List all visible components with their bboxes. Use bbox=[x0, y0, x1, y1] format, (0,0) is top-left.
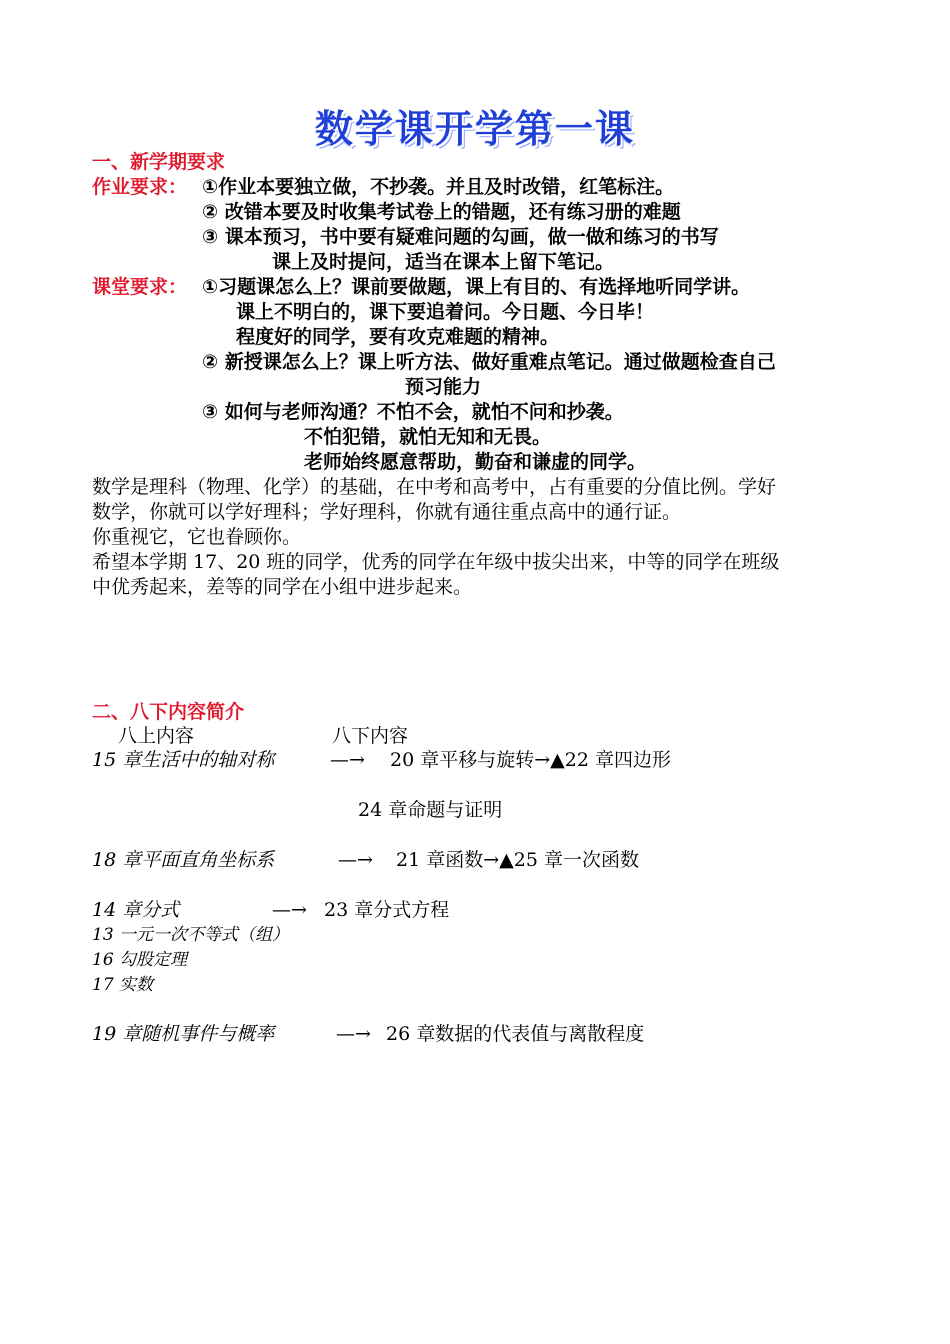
chapter-row-2-center: 24 章命题与证明 bbox=[358, 799, 503, 821]
homework-item-3-cont: 课上及时提问，适当在课本上留下笔记。 bbox=[272, 251, 615, 273]
chapter-row-4-right: 23 章分式方程 bbox=[324, 899, 450, 921]
classroom-item-1: ①习题课怎么上？课前要做题，课上有目的、有选择地听同学讲。 bbox=[202, 276, 751, 298]
chapter-row-4-left: 14 章分式 bbox=[92, 899, 180, 921]
chapter-row-3-left: 18 章平面直角坐标系 bbox=[92, 849, 275, 871]
chapter-row-1-right: 20 章平移与旋转→▲22 章四边形 bbox=[390, 749, 671, 771]
chapter-row-1-arrow: —→ bbox=[330, 749, 365, 771]
classroom-item-3-cont-b: 老师始终愿意帮助，勤奋和谦虚的同学。 bbox=[304, 451, 647, 473]
homework-item-1: ①作业本要独立做，不抄袭。并且及时改错，红笔标注。 bbox=[202, 176, 675, 198]
classroom-item-3: ③ 如何与老师沟通？不怕不会，就怕不问和抄袭。 bbox=[202, 401, 624, 423]
chapter-row-4-arrow: —→ bbox=[272, 899, 307, 921]
classroom-label: 课堂要求： bbox=[92, 276, 188, 298]
chapter-row-3-right: 21 章函数→▲25 章一次函数 bbox=[396, 849, 639, 871]
column-header-left: 八上内容 bbox=[118, 725, 195, 747]
classroom-item-1-cont-a: 课上不明白的，课下要追着问。今日题、今日毕！ bbox=[236, 301, 655, 323]
paragraph-line-4: 希望本学期 17、20 班的同学，优秀的同学在年级中拔尖出来，中等的同学在班级 bbox=[92, 551, 780, 573]
chapter-row-6-left: 16 勾股定理 bbox=[92, 950, 188, 970]
homework-item-3: ③ 课本预习，书中要有疑难问题的勾画，做一做和练习的书写 bbox=[202, 226, 719, 248]
classroom-item-3-cont-a: 不怕犯错，就怕无知和无畏。 bbox=[304, 426, 552, 448]
chapter-row-3-arrow: —→ bbox=[338, 849, 373, 871]
classroom-item-2-cont: 预习能力 bbox=[405, 376, 482, 398]
chapter-row-1-left: 15 章生活中的轴对称 bbox=[92, 749, 275, 771]
classroom-item-1-cont-b: 程度好的同学，要有攻克难题的精神。 bbox=[236, 326, 560, 348]
paragraph-line-1: 数学是理科（物理、化学）的基础，在中考和高考中，占有重要的分值比例。学好 bbox=[92, 476, 777, 498]
column-header-right: 八下内容 bbox=[332, 725, 409, 747]
chapter-row-8-right: 26 章数据的代表值与离散程度 bbox=[386, 1023, 645, 1045]
chapter-row-7-left: 17 实数 bbox=[92, 975, 154, 995]
homework-label: 作业要求： bbox=[92, 176, 188, 198]
paragraph-line-3: 你重视它，它也眷顾你。 bbox=[92, 526, 302, 548]
classroom-item-2: ② 新授课怎么上？课上听方法、做好重难点笔记。通过做题检查自己 bbox=[202, 351, 776, 373]
page-title: 数学课开学第一课 bbox=[314, 107, 635, 151]
chapter-row-8-left: 19 章随机事件与概率 bbox=[92, 1023, 275, 1045]
paragraph-line-2: 数学，你就可以学好理科；学好理科，你就有通往重点高中的通行证。 bbox=[92, 501, 682, 523]
chapter-row-5-left: 13 一元一次不等式（组） bbox=[92, 925, 290, 945]
section-2-heading: 二、八下内容简介 bbox=[92, 701, 245, 723]
chapter-row-8-arrow: —→ bbox=[336, 1023, 371, 1045]
paragraph-line-5: 中优秀起来，差等的同学在小组中进步起来。 bbox=[92, 576, 473, 598]
homework-item-2: ② 改错本要及时收集考试卷上的错题，还有练习册的难题 bbox=[202, 201, 681, 223]
section-1-heading: 一、新学期要求 bbox=[92, 151, 226, 173]
